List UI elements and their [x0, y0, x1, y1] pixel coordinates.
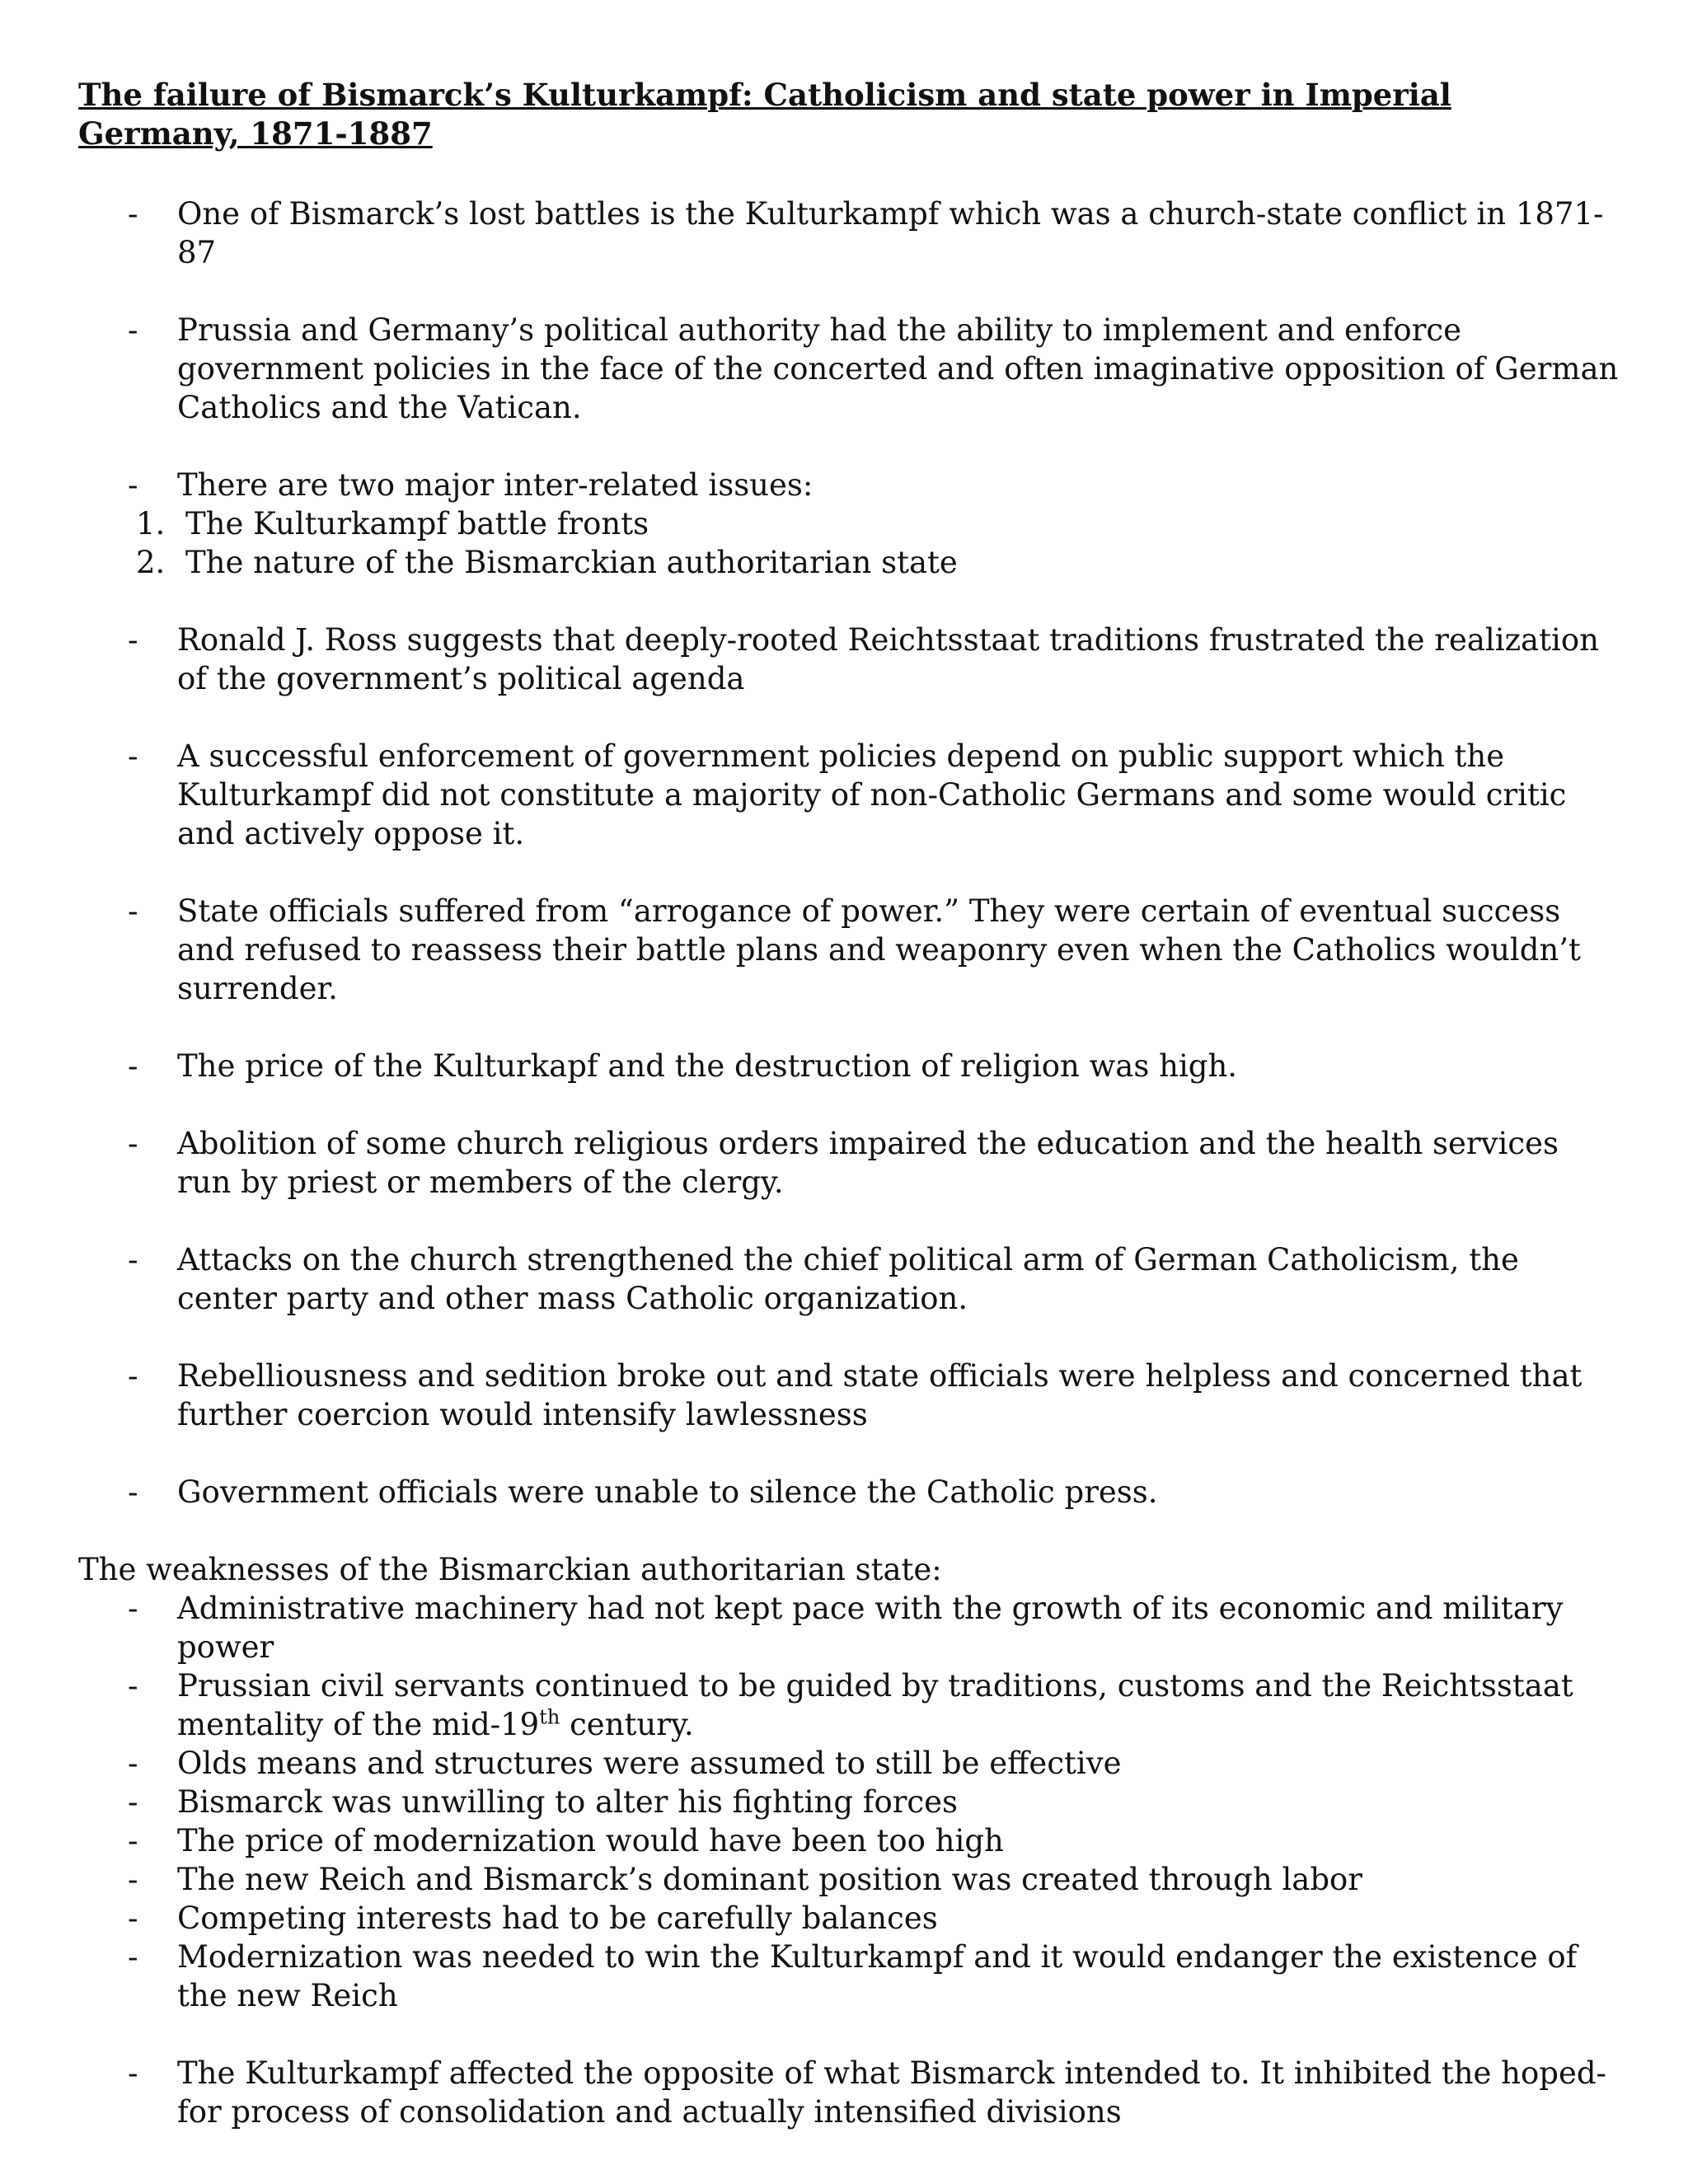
weakness-text: Bismarck was unwilling to alter his fighting forces — [177, 1784, 959, 1820]
point-text: Ronald J. Ross suggests that deeply-rooted Reichtsstaat traditions frustrated the realization of the government’s political agenda — [177, 622, 1599, 696]
dash-marker: - — [128, 1746, 138, 1781]
point-political-authority — [78, 311, 1620, 427]
dash-marker: - — [128, 622, 138, 658]
point-text: There are two major inter-related issues: — [177, 467, 814, 503]
weakness-item — [78, 1938, 1620, 2015]
point-text: Prussia and Germany’s political authority had the ability to implement and enforce government policies in the face of the concerted and often imaginative opposition of German Catholics and the Vatican. — [177, 312, 1619, 425]
dash-marker: - — [128, 2055, 138, 2091]
point-abolition — [78, 1124, 1620, 1202]
issues-list — [78, 504, 1620, 582]
dash-marker: - — [128, 196, 138, 232]
point-text: The price of the Kulturkapf and the destruction of religion was high. — [177, 1048, 1238, 1084]
point-text: A successful enforcement of government policies depend on public support which the Kulturkampf did not constitute a majority of non-Catholic Germans and some would critic and actively oppose it. — [177, 738, 1567, 851]
point-text: Abolition of some church religious orders impaired the education and the health services run by priest or members of the clergy. — [177, 1126, 1559, 1200]
point-text: The Kulturkampf affected the opposite of what Bismarck intended to. It inhibited the hoped-for process of consolidation and actually intensified divisions — [177, 2055, 1607, 2130]
dash-marker: - — [128, 1358, 138, 1394]
weaknesses-list — [78, 1589, 1620, 2015]
intro-points — [78, 194, 1620, 504]
weakness-text-after: century. — [560, 1707, 694, 1742]
point-text: Attacks on the church strengthened the chief political arm of German Catholicism, the center party and other mass Catholic organization. — [177, 1242, 1519, 1316]
dash-marker: - — [128, 1862, 138, 1897]
weakness-item — [78, 1744, 1620, 1783]
weakness-text: Competing interests had to be carefully balances — [177, 1900, 938, 1936]
issue-number: 2. — [136, 545, 166, 580]
weakness-item — [78, 1589, 1620, 1666]
issue-item — [78, 504, 1620, 543]
weakness-item — [78, 1821, 1620, 1860]
weakness-text: The new Reich and Bismarck’s dominant position was created through labor — [177, 1862, 1362, 1897]
dash-marker: - — [128, 1900, 138, 1936]
issue-item — [78, 543, 1620, 582]
dash-marker: - — [128, 1784, 138, 1820]
conclusion-list — [78, 2054, 1620, 2131]
dash-marker: - — [128, 893, 138, 929]
dash-marker: - — [128, 1242, 138, 1277]
dash-marker: - — [128, 1474, 138, 1510]
point-text: State officials suffered from “arrogance of power.” They were certain of eventual success and refused to reassess their battle plans and weaponry even when the Catholics wouldn’t surrender. — [177, 893, 1581, 1006]
issue-number: 1. — [136, 506, 166, 541]
weaknesses-heading: The weaknesses of the Bismarckian authoritarian state: — [78, 1552, 942, 1587]
weakness-item — [78, 1860, 1620, 1899]
document-page — [78, 76, 1620, 2131]
dash-marker: - — [128, 1048, 138, 1084]
dash-marker: - — [128, 1126, 138, 1161]
point-lost-battles — [78, 194, 1620, 272]
weakness-item — [78, 1783, 1620, 1821]
point-catholic-press — [78, 1473, 1620, 1511]
weakness-text-before: Prussian civil servants continued to be guided by traditions, customs and the Reichtsstaat mentality of the mid-19 — [177, 1668, 1573, 1742]
weakness-text: Olds means and structures were assumed to still be effective — [177, 1746, 1122, 1781]
dash-marker: - — [128, 1939, 138, 1975]
dash-marker: - — [128, 467, 138, 503]
weakness-item — [78, 1899, 1620, 1938]
weakness-item — [78, 1666, 1620, 1744]
point-rebelliousness — [78, 1357, 1620, 1434]
point-arrogance — [78, 892, 1620, 1008]
issue-text: The nature of the Bismarckian authoritarian state — [185, 545, 958, 580]
issue-text: The Kulturkampf battle fronts — [185, 506, 649, 541]
weakness-text: Modernization was needed to win the Kulturkampf and it would endanger the existence of the new Reich — [177, 1939, 1578, 2013]
point-price — [78, 1047, 1620, 1085]
point-two-issues — [78, 466, 1620, 504]
point-conclusion — [78, 2054, 1620, 2131]
dash-marker: - — [128, 1591, 138, 1626]
point-text: Government officials were unable to silence the Catholic press. — [177, 1474, 1158, 1510]
point-public-support — [78, 737, 1620, 853]
main-points — [78, 621, 1620, 1511]
dash-marker: - — [128, 1823, 138, 1858]
point-text: Rebelliousness and sedition broke out and state officials were helpless and concerned that further coercion would intensify lawlessness — [177, 1358, 1582, 1432]
weakness-text: Administrative machinery had not kept pace with the growth of its economic and military power — [177, 1591, 1564, 1665]
dash-marker: - — [128, 738, 138, 774]
weakness-text: The price of modernization would have been too high — [177, 1823, 1004, 1858]
point-text: One of Bismarck’s lost battles is the Kulturkampf which was a church-state conflict in 1871-87 — [177, 196, 1604, 270]
dash-marker: - — [128, 312, 138, 348]
point-attacks — [78, 1240, 1620, 1318]
superscript-th: th — [539, 1705, 560, 1729]
point-ross — [78, 621, 1620, 698]
dash-marker: - — [128, 1668, 138, 1704]
document-title: The failure of Bismarck’s Kulturkampf: Catholicism and state power in Imperial Germany, 1871-1887 — [78, 77, 1451, 152]
